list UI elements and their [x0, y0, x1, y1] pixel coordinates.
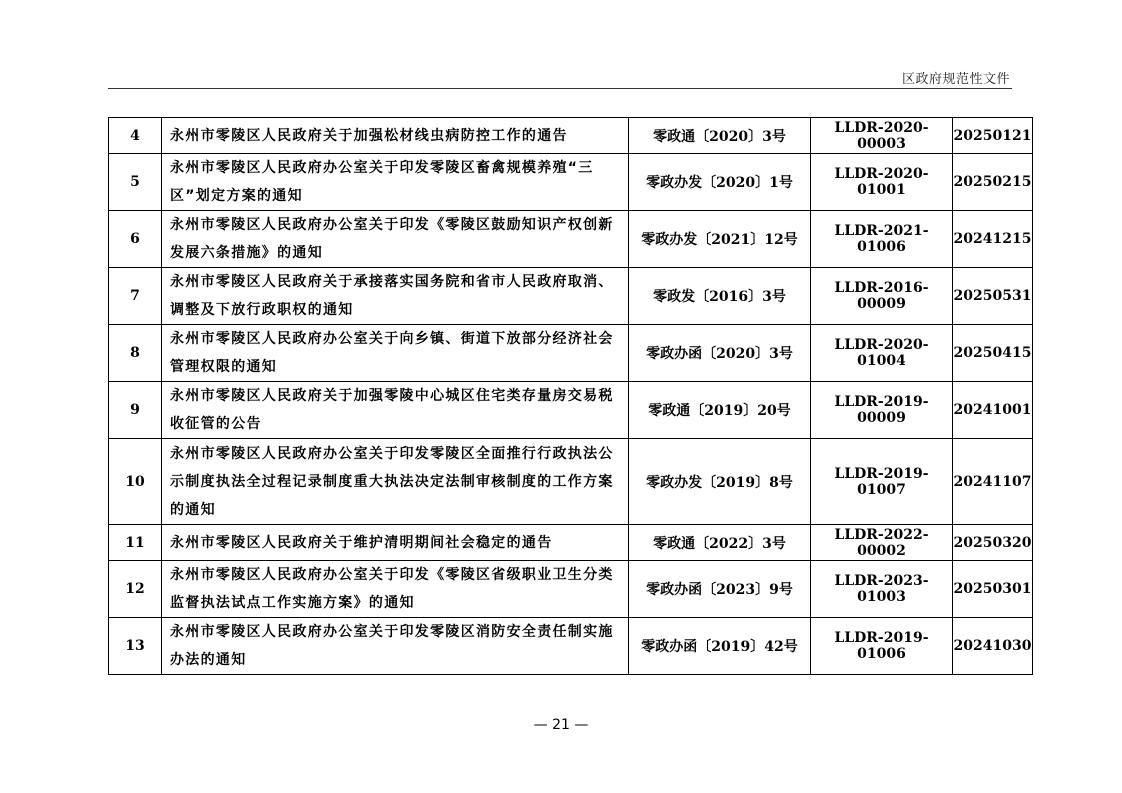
document-code: 零政通〔2020〕3号	[629, 118, 811, 154]
registration-number: LLDR-2021-01006	[811, 211, 953, 268]
document-title: 永州市零陵区人民政府关于承接落实国务院和省市人民政府取消、调整及下放行政职权的通知	[162, 268, 629, 325]
registration-number: LLDR-2019-00009	[811, 382, 953, 439]
document-date: 20250320	[953, 525, 1033, 561]
document-date: 20250121	[953, 118, 1033, 154]
row-number: 10	[109, 439, 162, 525]
row-number: 8	[109, 325, 162, 382]
document-date: 20250215	[953, 154, 1033, 211]
document-title: 永州市零陵区人民政府关于加强松材线虫病防控工作的通告	[162, 118, 629, 154]
row-number: 13	[109, 618, 162, 675]
header-rule	[108, 88, 1012, 89]
document-code: 零政办发〔2020〕1号	[629, 154, 811, 211]
table-row	[109, 325, 1033, 382]
document-code: 零政办函〔2020〕3号	[629, 325, 811, 382]
document-date: 20241030	[953, 618, 1033, 675]
document-title: 永州市零陵区人民政府办公室关于印发《零陵区省级职业卫生分类监督执法试点工作实施方案》的通知	[162, 561, 629, 618]
document-title: 永州市零陵区人民政府关于加强零陵中心城区住宅类存量房交易税收征管的公告	[162, 382, 629, 439]
registration-number: LLDR-2016-00009	[811, 268, 953, 325]
registration-number: LLDR-2020-00003	[811, 118, 953, 154]
document-title: 永州市零陵区人民政府办公室关于印发零陵区全面推行行政执法公示制度执法全过程记录制度重大执法决定法制审核制度的工作方案的通知	[162, 439, 629, 525]
document-title: 永州市零陵区人民政府办公室关于向乡镇、街道下放部分经济社会管理权限的通知	[162, 325, 629, 382]
registration-number: LLDR-2019-01007	[811, 439, 953, 525]
registration-number: LLDR-2019-01006	[811, 618, 953, 675]
page-number: — 21 —	[533, 717, 589, 733]
document-date: 20241215	[953, 211, 1033, 268]
normative-documents-table	[108, 117, 1033, 675]
document-code: 零政办发〔2021〕12号	[629, 211, 811, 268]
document-code: 零政通〔2019〕20号	[629, 382, 811, 439]
page-header-label: 区政府规范性文件	[901, 72, 1010, 87]
document-title: 永州市零陵区人民政府办公室关于印发《零陵区鼓励知识产权创新发展六条措施》的通知	[162, 211, 629, 268]
row-number: 11	[109, 525, 162, 561]
table-row	[109, 618, 1033, 675]
document-date: 20241001	[953, 382, 1033, 439]
document-code: 零政通〔2022〕3号	[629, 525, 811, 561]
registration-number: LLDR-2020-01001	[811, 154, 953, 211]
row-number: 5	[109, 154, 162, 211]
document-code: 零政办发〔2019〕8号	[629, 439, 811, 525]
row-number: 4	[109, 118, 162, 154]
row-number: 7	[109, 268, 162, 325]
row-number: 12	[109, 561, 162, 618]
table-row	[109, 268, 1033, 325]
document-code: 零政办函〔2023〕9号	[629, 561, 811, 618]
table-row	[109, 118, 1033, 154]
document-code: 零政办函〔2019〕42号	[629, 618, 811, 675]
document-code: 零政发〔2016〕3号	[629, 268, 811, 325]
document-title: 永州市零陵区人民政府办公室关于印发零陵区畜禽规模养殖“三区”划定方案的通知	[162, 154, 629, 211]
document-title: 永州市零陵区人民政府办公室关于印发零陵区消防安全责任制实施办法的通知	[162, 618, 629, 675]
document-date: 20250415	[953, 325, 1033, 382]
table-row	[109, 439, 1033, 525]
document-date: 20250301	[953, 561, 1033, 618]
document-title: 永州市零陵区人民政府关于维护清明期间社会稳定的通告	[162, 525, 629, 561]
registration-number: LLDR-2022-00002	[811, 525, 953, 561]
row-number: 6	[109, 211, 162, 268]
document-date: 20241107	[953, 439, 1033, 525]
row-number: 9	[109, 382, 162, 439]
registration-number: LLDR-2020-01004	[811, 325, 953, 382]
table-row	[109, 561, 1033, 618]
registration-number: LLDR-2023-01003	[811, 561, 953, 618]
table-row	[109, 211, 1033, 268]
table-row	[109, 154, 1033, 211]
table-row	[109, 382, 1033, 439]
table-row	[109, 525, 1033, 561]
document-date: 20250531	[953, 268, 1033, 325]
